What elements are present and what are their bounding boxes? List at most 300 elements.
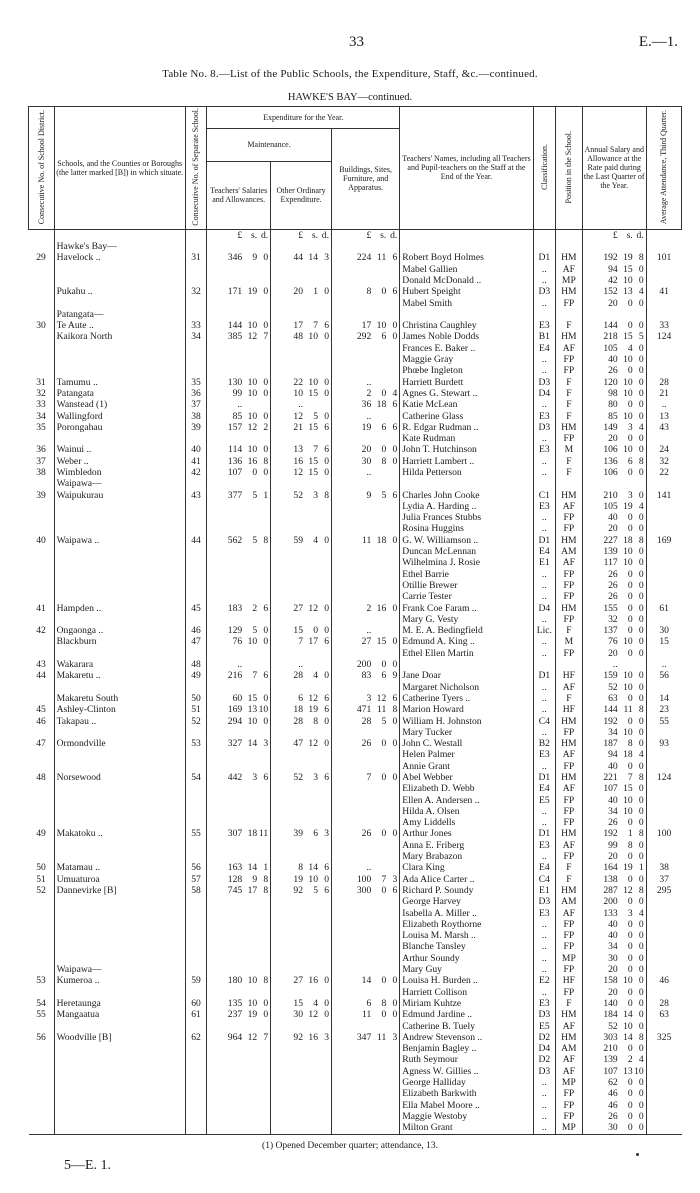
buildings-amount-shillings: 0 — [381, 884, 387, 896]
teacher-name: Benjamin Bagley .. — [400, 1043, 533, 1054]
district-number — [29, 478, 55, 489]
district-number — [29, 591, 55, 602]
classification-code: D4 — [533, 603, 555, 614]
average-attendance: .. — [646, 399, 681, 410]
salaries-amount-pence: 0 — [263, 636, 269, 648]
currency-unit: s. — [251, 229, 258, 241]
classification-code: .. — [533, 1122, 555, 1134]
separate-school-number — [185, 580, 206, 591]
salaries-amount-pounds: 385 — [227, 331, 243, 343]
annual-salary-amount-pounds: 192 — [603, 252, 618, 264]
average-attendance — [646, 1066, 681, 1077]
teacher-name — [400, 659, 533, 670]
other-expenditure-amount-pence: 0 — [324, 331, 329, 343]
school-name: Hawke's Bay— — [54, 241, 185, 252]
salaries-amount — [207, 862, 271, 873]
average-attendance: 14 — [646, 693, 681, 704]
salaries-amount-shillings: 18 — [247, 828, 258, 840]
annual-salary-amount-pence: 4 — [638, 749, 644, 761]
other-expenditure-amount — [271, 874, 332, 885]
separate-school-number — [185, 987, 206, 998]
buildings-amount — [331, 1054, 399, 1065]
buildings-amount — [331, 1043, 399, 1054]
buildings-amount — [331, 535, 399, 546]
school-name — [54, 783, 185, 794]
annual-salary-amount — [582, 298, 646, 309]
other-expenditure-amount-shillings: 5 — [313, 884, 318, 896]
buildings-amount — [331, 354, 399, 365]
school-name — [54, 365, 185, 376]
other-expenditure-amount-pence: 0 — [324, 997, 329, 1009]
buildings-amount — [331, 693, 399, 704]
annual-salary-amount — [582, 614, 646, 625]
buildings-amount — [331, 580, 399, 591]
annual-salary-amount-pounds: 40 — [608, 930, 618, 942]
district-number — [29, 365, 55, 376]
district-number — [29, 806, 55, 817]
buildings-amount — [331, 896, 399, 907]
annual-salary-amount-pence: 0 — [638, 263, 644, 275]
school-name — [54, 591, 185, 602]
table-row — [29, 422, 682, 433]
annual-salary-amount-pounds: 155 — [603, 602, 618, 614]
school-name: Mangaatua — [54, 1009, 185, 1020]
buildings-amount — [331, 874, 399, 885]
table-row — [29, 851, 682, 862]
annual-salary-amount-pence: 0 — [638, 760, 644, 772]
average-attendance — [646, 546, 681, 557]
salaries-amount-pence: 0 — [263, 997, 269, 1009]
salaries-amount-pounds: 307 — [227, 828, 243, 840]
separate-school-number: 37 — [185, 399, 206, 410]
district-number: 34 — [36, 410, 46, 422]
school-name — [54, 298, 185, 309]
annual-salary-amount-shillings: 0 — [627, 896, 633, 908]
annual-salary-amount — [582, 1077, 646, 1088]
position-code: MP — [556, 1077, 583, 1088]
buildings-amount-pence: 6 — [392, 884, 398, 896]
school-name: Tamumu .. — [54, 377, 185, 388]
separate-school-number — [185, 591, 206, 602]
header-attendance: Average Attendance, Third Quarter. — [646, 107, 681, 230]
annual-salary-amount-shillings: 7 — [627, 772, 633, 783]
separate-school-number: 51 — [185, 704, 206, 715]
district-number — [29, 919, 55, 930]
position-code: HM — [556, 738, 583, 749]
annual-salary-amount-pounds: 34 — [608, 726, 618, 738]
other-expenditure-amount — [271, 716, 332, 727]
buildings-amount-pounds: 9 — [366, 489, 372, 501]
annual-salary-amount — [582, 546, 646, 557]
position-code: FP — [556, 433, 583, 444]
annual-salary-amount-shillings: 8 — [627, 738, 633, 750]
table-row — [29, 557, 682, 568]
average-attendance: 63 — [646, 1009, 681, 1020]
teacher-name: Rosina Huggins — [400, 523, 533, 534]
district-number — [29, 953, 55, 964]
average-attendance: 30 — [646, 625, 681, 636]
classification-code: .. — [533, 354, 555, 365]
annual-salary-amount — [582, 896, 646, 907]
annual-salary-amount — [582, 941, 646, 952]
classification-code: D1 — [533, 535, 555, 546]
separate-school-number — [185, 953, 206, 964]
separate-school-number: 61 — [185, 1009, 206, 1020]
annual-salary-amount-pence: 0 — [638, 410, 644, 422]
other-expenditure-amount-pounds: 18 — [293, 704, 303, 716]
teacher-name: Harriett Collison — [400, 987, 533, 998]
district-number — [29, 286, 55, 297]
salaries-amount — [207, 919, 271, 930]
separate-school-number — [185, 919, 206, 930]
separate-school-number — [185, 1077, 206, 1088]
average-attendance: 93 — [646, 738, 681, 749]
annual-salary-amount-pounds: 26 — [608, 817, 618, 829]
school-name — [54, 941, 185, 952]
average-attendance — [646, 930, 681, 941]
buildings-amount — [331, 501, 399, 512]
other-expenditure-amount-pence: 0 — [324, 534, 329, 546]
classification-code: .. — [533, 1088, 555, 1099]
salaries-amount — [207, 252, 271, 263]
district-number: 37 — [36, 455, 46, 467]
table-row — [29, 1043, 682, 1054]
other-expenditure-amount — [271, 670, 332, 681]
table-row — [29, 569, 682, 580]
annual-salary-amount — [582, 987, 646, 998]
annual-salary-amount-pounds: 26 — [608, 365, 618, 377]
buildings-amount-pence — [386, 467, 397, 478]
annual-salary-amount-pounds: 99 — [608, 839, 618, 851]
average-attendance — [646, 1111, 681, 1122]
district-number: 44 — [36, 670, 46, 682]
salaries-amount — [207, 264, 271, 275]
table-row — [29, 885, 682, 896]
table-row — [29, 331, 682, 342]
annual-salary-amount — [582, 388, 646, 399]
annual-salary-amount — [582, 885, 646, 896]
salaries-amount-pounds: 157 — [227, 421, 243, 433]
salaries-amount-shillings: 7 — [252, 670, 258, 682]
buildings-amount-shillings: 0 — [381, 828, 387, 840]
other-expenditure-amount — [271, 591, 332, 602]
teacher-name: Amy Liddells — [400, 817, 533, 828]
annual-salary-amount-pounds: 184 — [603, 1009, 618, 1021]
school-name: Wakarara — [54, 659, 185, 670]
average-attendance — [646, 501, 681, 512]
buildings-amount — [331, 783, 399, 794]
annual-salary-amount-pounds: 98 — [608, 387, 618, 399]
position-code — [556, 241, 583, 252]
other-expenditure-amount-pounds: 15 — [293, 997, 303, 1009]
salaries-amount-pence: 0 — [263, 625, 269, 637]
salaries-amount — [207, 523, 271, 534]
district-number — [29, 501, 55, 512]
district-number — [29, 1111, 55, 1122]
other-expenditure-amount-pounds: 30 — [293, 1009, 303, 1021]
currency-units — [582, 229, 646, 241]
buildings-amount — [331, 1009, 399, 1020]
annual-salary-amount-pounds: 32 — [608, 613, 618, 625]
currency-unit: s. — [380, 229, 387, 241]
other-expenditure-amount-shillings: 4 — [313, 534, 318, 546]
salaries-amount-pence: 8 — [263, 873, 269, 885]
position-code: FP — [556, 806, 583, 817]
other-expenditure-amount — [271, 975, 332, 986]
position-code: F — [556, 998, 583, 1009]
separate-school-number: 55 — [185, 828, 206, 839]
buildings-amount-pence: 3 — [392, 1031, 398, 1043]
average-attendance: 124 — [646, 772, 681, 783]
annual-salary-amount-shillings: 15 — [623, 263, 633, 275]
salaries-amount — [207, 569, 271, 580]
buildings-amount — [331, 444, 399, 455]
blank-cell — [54, 229, 185, 241]
classification-code: .. — [533, 1077, 555, 1088]
classification-code: E4 — [533, 546, 555, 557]
district-number — [29, 896, 55, 907]
separate-school-number: 45 — [185, 603, 206, 614]
classification-code: .. — [533, 727, 555, 738]
annual-salary-amount-pence: 0 — [638, 1088, 644, 1100]
salaries-amount-pounds: 60 — [232, 692, 243, 704]
salaries-amount-shillings: 3 — [252, 772, 258, 783]
salaries-amount — [207, 1021, 271, 1032]
other-expenditure-amount-pence — [318, 399, 329, 410]
annual-salary-amount-shillings: 0 — [627, 997, 633, 1009]
other-expenditure-amount — [271, 388, 332, 399]
salaries-amount-pence: 6 — [263, 602, 269, 614]
annual-salary-amount-pounds: 105 — [603, 342, 618, 354]
classification-code: .. — [533, 704, 555, 715]
district-number — [29, 1043, 55, 1054]
classification-code: D3 — [533, 1066, 555, 1077]
other-expenditure-amount — [271, 478, 332, 489]
buildings-amount-shillings: 6 — [381, 331, 387, 343]
teacher-name: G. W. Williamson .. — [400, 535, 533, 546]
school-name: Makaretu .. — [54, 670, 185, 681]
salaries-amount — [207, 286, 271, 297]
other-expenditure-amount-shillings: 5 — [313, 410, 318, 422]
other-expenditure-amount-pence: 0 — [324, 410, 329, 422]
teacher-name: Ella Mabel Moore .. — [400, 1100, 533, 1111]
annual-salary-amount — [582, 523, 646, 534]
classification-code: .. — [533, 456, 555, 467]
other-expenditure-amount-pounds: 59 — [293, 534, 303, 546]
teacher-name: Maggie Westoby — [400, 1111, 533, 1122]
annual-salary-amount-pounds: 40 — [608, 760, 618, 772]
average-attendance: 100 — [646, 828, 681, 839]
school-name: Waipawa— — [54, 478, 185, 489]
other-expenditure-amount-pounds: 48 — [293, 331, 303, 343]
annual-salary-amount-pence: 0 — [638, 681, 644, 693]
school-name — [54, 727, 185, 738]
buildings-amount-shillings: 0 — [381, 772, 387, 783]
page-number: 33 — [349, 34, 364, 50]
average-attendance — [646, 806, 681, 817]
salaries-amount-pence: 11 — [258, 828, 269, 840]
classification-code: .. — [533, 761, 555, 772]
annual-salary-amount-pounds: 40 — [608, 918, 618, 930]
teacher-name: Phœbe Ingleton — [400, 365, 533, 376]
teacher-name: John C. Westall — [400, 738, 533, 749]
blank-cell — [556, 229, 583, 241]
position-code: FP — [556, 851, 583, 862]
teacher-name: John T. Hutchinson — [400, 444, 533, 455]
salaries-amount — [207, 422, 271, 433]
school-name — [54, 614, 185, 625]
annual-salary-amount-pounds: 139 — [603, 546, 618, 558]
other-expenditure-amount — [271, 795, 332, 806]
classification-code: .. — [533, 580, 555, 591]
table-row — [29, 501, 682, 512]
other-expenditure-amount — [271, 377, 332, 388]
school-name: Patangata— — [54, 309, 185, 320]
annual-salary-amount — [582, 1054, 646, 1065]
annual-salary-amount-shillings: 0 — [627, 568, 633, 580]
separate-school-number — [185, 501, 206, 512]
buildings-amount-pounds: .. — [366, 376, 372, 388]
header-sep-no: Consecutive No. of Separate School. — [185, 107, 206, 230]
buildings-amount-pence — [386, 411, 397, 422]
classification-code: D3 — [533, 286, 555, 297]
other-expenditure-amount — [271, 1077, 332, 1088]
other-expenditure-amount-pounds: 8 — [298, 862, 303, 874]
school-name — [54, 648, 185, 659]
salaries-amount-pounds: 163 — [227, 862, 243, 874]
position-code: HM — [556, 716, 583, 727]
teacher-name: William H. Johnston — [400, 716, 533, 727]
annual-salary-amount-shillings — [618, 659, 633, 670]
other-expenditure-amount-pence: 6 — [324, 692, 329, 704]
separate-school-number — [185, 264, 206, 275]
salaries-amount-pence: 8 — [263, 884, 269, 896]
teacher-name: Ethel Ellen Martin — [400, 648, 533, 659]
salaries-amount-shillings: 14 — [247, 862, 258, 874]
school-name — [54, 264, 185, 275]
position-code: HM — [556, 603, 583, 614]
salaries-amount-shillings: 5 — [252, 625, 258, 637]
average-attendance — [646, 761, 681, 772]
average-attendance: 37 — [646, 874, 681, 885]
school-name — [54, 512, 185, 523]
buildings-amount-pounds: 27 — [361, 636, 372, 648]
annual-salary-amount-shillings: 0 — [627, 964, 633, 976]
annual-salary-amount-pounds: 30 — [608, 952, 618, 964]
salaries-amount-pounds: 99 — [232, 387, 243, 399]
separate-school-number: 44 — [185, 535, 206, 546]
buildings-amount-pence: 0 — [392, 602, 398, 614]
position-code: HM — [556, 331, 583, 342]
average-attendance — [646, 557, 681, 568]
position-code: HM — [556, 772, 583, 783]
buildings-amount-pence: 0 — [392, 455, 398, 467]
annual-salary-amount-pounds: .. — [612, 659, 618, 671]
annual-salary-amount-shillings: 18 — [623, 749, 633, 761]
other-expenditure-amount-pounds: 16 — [293, 455, 303, 467]
position-code: AF — [556, 1066, 583, 1077]
salaries-amount-pence — [257, 399, 268, 410]
teacher-name: Elizabeth Barkwith — [400, 1088, 533, 1099]
salaries-amount — [207, 1009, 271, 1020]
other-expenditure-amount — [271, 659, 332, 670]
buildings-amount — [331, 1066, 399, 1077]
position-code — [556, 309, 583, 320]
annual-salary-amount-pence: 0 — [638, 964, 644, 976]
buildings-amount — [331, 1122, 399, 1134]
table-row — [29, 591, 682, 602]
other-expenditure-amount-shillings: 12 — [308, 1009, 318, 1021]
annual-salary-amount-pence: 0 — [638, 941, 644, 953]
annual-salary-amount — [582, 309, 646, 320]
salaries-amount-pounds: 562 — [227, 534, 243, 546]
position-code: HM — [556, 828, 583, 839]
other-expenditure-amount-shillings: 8 — [313, 715, 318, 727]
buildings-amount — [331, 885, 399, 896]
annual-salary-amount — [582, 682, 646, 693]
other-expenditure-amount — [271, 930, 332, 941]
buildings-amount — [331, 433, 399, 444]
table-row — [29, 817, 682, 828]
other-expenditure-amount — [271, 941, 332, 952]
salaries-amount — [207, 241, 271, 252]
other-expenditure-amount — [271, 727, 332, 738]
annual-salary-amount-pounds: 40 — [608, 512, 618, 524]
annual-salary-amount — [582, 264, 646, 275]
teacher-name: Ruth Seymour — [400, 1054, 533, 1065]
buildings-amount — [331, 1111, 399, 1122]
table-row — [29, 580, 682, 591]
average-attendance: 61 — [646, 603, 681, 614]
annual-salary-amount — [582, 1100, 646, 1111]
other-expenditure-amount — [271, 444, 332, 455]
teacher-name: James Noble Dodds — [400, 331, 533, 342]
district-number — [29, 749, 55, 760]
school-name — [54, 1088, 185, 1099]
buildings-amount — [331, 343, 399, 354]
average-attendance — [646, 523, 681, 534]
district-number — [29, 761, 55, 772]
annual-salary-amount-pence: 0 — [638, 1077, 644, 1089]
annual-salary-amount — [582, 964, 646, 975]
annual-salary-amount-pounds: 200 — [603, 896, 618, 908]
other-expenditure-amount-pounds: 92 — [293, 1031, 303, 1043]
buildings-amount-shillings — [371, 411, 386, 422]
annual-salary-amount-pounds: 26 — [608, 591, 618, 603]
buildings-amount — [331, 1032, 399, 1043]
table-row — [29, 388, 682, 399]
buildings-amount-pence: 3 — [392, 873, 398, 885]
annual-salary-amount-pounds: 63 — [608, 692, 618, 704]
annual-salary-amount — [582, 840, 646, 851]
annual-salary-amount-pounds: 192 — [603, 715, 618, 727]
annual-salary-amount-shillings: 0 — [627, 625, 633, 637]
buildings-amount — [331, 557, 399, 568]
separate-school-number — [185, 896, 206, 907]
classification-code: .. — [533, 365, 555, 376]
school-name — [54, 1021, 185, 1032]
district-number: 31 — [36, 376, 46, 388]
salaries-amount — [207, 998, 271, 1009]
annual-salary-amount — [582, 761, 646, 772]
position-code: HF — [556, 670, 583, 681]
other-expenditure-amount-shillings: 16 — [308, 975, 318, 987]
buildings-amount — [331, 851, 399, 862]
district-number: 40 — [36, 534, 46, 546]
buildings-amount-shillings: 0 — [381, 659, 387, 671]
other-expenditure-amount-pence: 0 — [324, 602, 329, 614]
buildings-amount-pence: 0 — [392, 828, 398, 840]
